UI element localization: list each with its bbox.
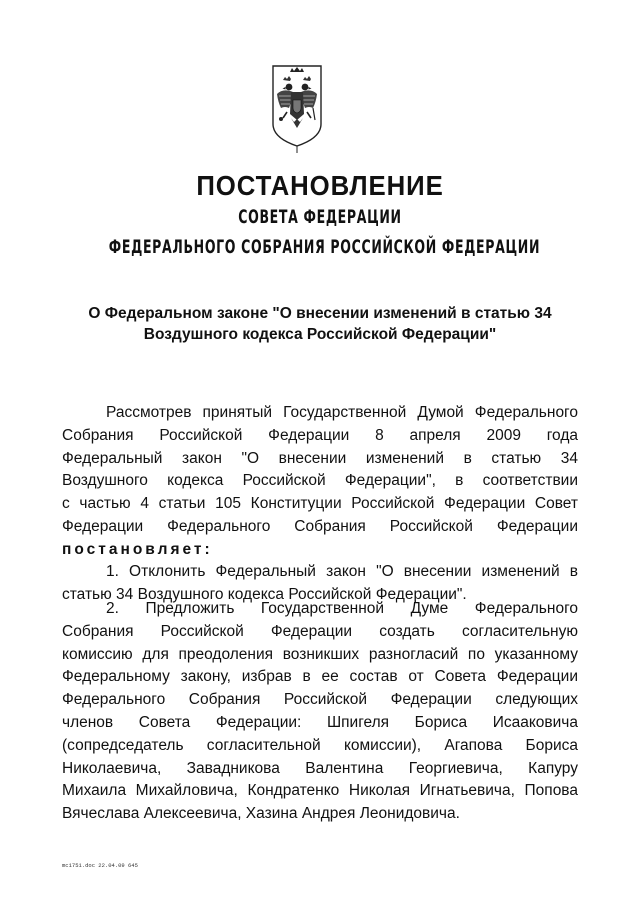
issuing-body-line1: СОВЕТА ФЕДЕРАЦИИ [238,206,402,228]
preamble-line: Федерации Федерального Собрания Российской Федерации [62,517,578,535]
preamble-line: Собрания Российской Федерации 8 апреля 2009 года [62,426,578,444]
resolves-word: постановляет: [62,540,213,558]
file-reference: mc1751.doc 22.04.09 645 [62,862,138,869]
item-line: статью 34 Воздушного кодекса Российской Федерации". [62,585,467,603]
document-type-title: ПОСТАНОВЛЕНИЕ [196,170,444,201]
preamble [62,402,578,562]
item-line: 1. Отклонить Федеральный закон "О внесении изменений в [106,563,578,580]
item-line: членов Совета Федерации: Шпигеля Бориса Исааковича [62,713,578,731]
item-line: Федеральному закону, избрав в ее состав от Совета Федерации [62,668,578,686]
item-line: Николаевича, Завадникова Валентина Георгиевича, Капуру [62,759,578,777]
preamble-line: Рассмотрев принятый Государственной Думой Федерального [106,404,578,421]
item-line: Собрания Российской Федерации создать согласительную [62,622,578,640]
subject-line: О Федеральном законе "О внесении изменений в статью 34 [88,305,552,322]
item-line: Михаила Михайловича, Кондратенко Николая Игнатьевича, Попова [62,782,578,800]
preamble-line: Федеральный закон "О внесении изменений в статью 34 [62,449,578,467]
subject-line: Воздушного кодекса Российской Федерации" [143,326,497,343]
coat-of-arms-icon [269,62,325,154]
item-line: (сопредседатель согласительной комиссии), Агапова Бориса [62,736,578,754]
item-line: Вячеслава Алексеевича, Хазина Андрея Леонидовича. [62,805,460,823]
resolution-item-2 [62,598,578,826]
item-line: Федерального Собрания Российской Федерации следующих [62,691,578,709]
issuing-body-line2: ФЕДЕРАЛЬНОГО СОБРАНИЯ РОССИЙСКОЙ ФЕДЕРАЦИИ [108,236,541,258]
document-subject [0,303,640,345]
item-line: комиссию для преодоления возникших разногласий по указанному [62,645,578,663]
item-line: 2. Предложить Государственной Думе Федерального [106,600,578,617]
preamble-line: Воздушного кодекса Российской Федерации", в соответствии [62,472,578,490]
preamble-line: с частью 4 статьи 105 Конституции Российской Федерации Совет [62,495,578,513]
